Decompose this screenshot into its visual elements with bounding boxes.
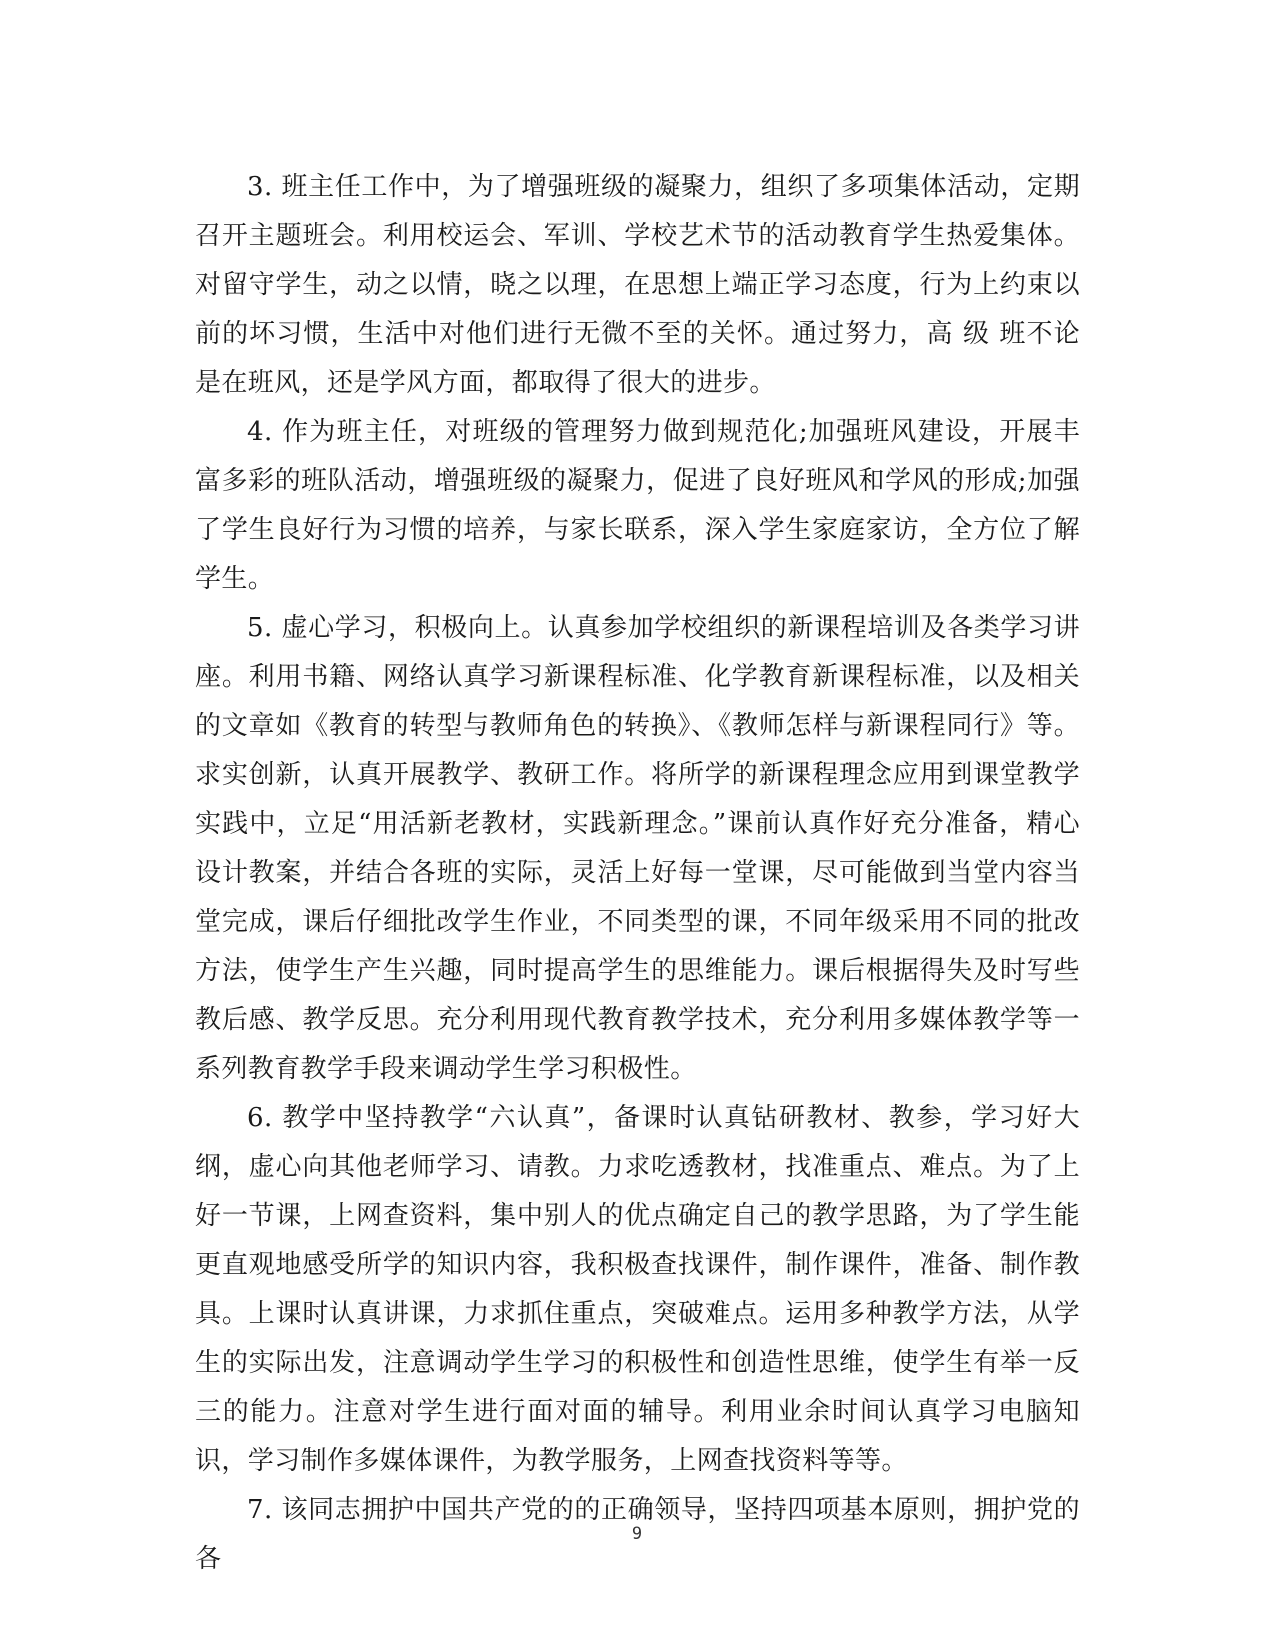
paragraph-7: 7. 该同志拥护中国共产党的的正确领导，坚持四项基本原则，拥护党的各 <box>195 1495 1080 1574</box>
body-text <box>195 163 1080 1584</box>
paragraph-4: 4. 作为班主任，对班级的管理努力做到规范化;加强班风建设，开展丰富多彩的班队活动，增强班级的凝聚力，促进了良好班风和学风的形成;加强了学生良好行为习惯的培养，与家长联系，深入学生家庭家访，全方位了解学生。 <box>195 417 1080 594</box>
page-number: 9 <box>631 1524 643 1544</box>
paragraph-6: 6. 教学中坚持教学“六认真”，备课时认真钻研教材、教参，学习好大纲，虚心向其他老师学习、请教。力求吃透教材，找准重点、难点。为了上好一节课，上网查资料，集中别人的优点确定自己的教学思路，为了学生能更直观地感受所学的知识内容，我积极查找课件，制作课件，准备、制作教具。上课时认真讲课，力求抓住重点，突破难点。运用多种教学方法，从学生的实际出发，注意调动学生学习的积极性和创造性思维，使学生有举一反三的能力。注意对学生进行面对面的辅导。利用业余时间认真学习电脑知识，学习制作多媒体课件，为教学服务，上网查找资料等等。 <box>195 1103 1080 1476</box>
paragraph-5: 5. 虚心学习，积极向上。认真参加学校组织的新课程培训及各类学习讲座。利用书籍、网络认真学习新课程标准、化学教育新课程标准，以及相关的文章如《教育的转型与教师角色的转换》、《教师怎样与新课程同行》等。求实创新，认真开展教学、教研工作。将所学的新课程理念应用到课堂教学实践中，立足“用活新老教材，实践新理念。”课前认真作好充分准备，精心设计教案，并结合各班的实际，灵活上好每一堂课，尽可能做到当堂内容当堂完成，课后仔细批改学生作业，不同类型的课，不同年级采用不同的批改方法，使学生产生兴趣，同时提高学生的思维能力。课后根据得失及时写些教后感、教学反思。充分利用现代教育教学技术，充分利用多媒体教学等一系列教育教学手段来调动学生学习积极性。 <box>195 613 1080 1084</box>
paragraph-3: 3. 班主任工作中，为了增强班级的凝聚力，组织了多项集体活动，定期召开主题班会。利用校运会、军训、学校艺术节的活动教育学生热爱集体。对留守学生，动之以情，晓之以理，在思想上端正学习态度，行为上约束以前的坏习惯，生活中对他们进行无微不至的关怀。通过努力，高 级 班不论是在班风，还是学风方面，都取得了很大的进步。 <box>195 172 1080 398</box>
